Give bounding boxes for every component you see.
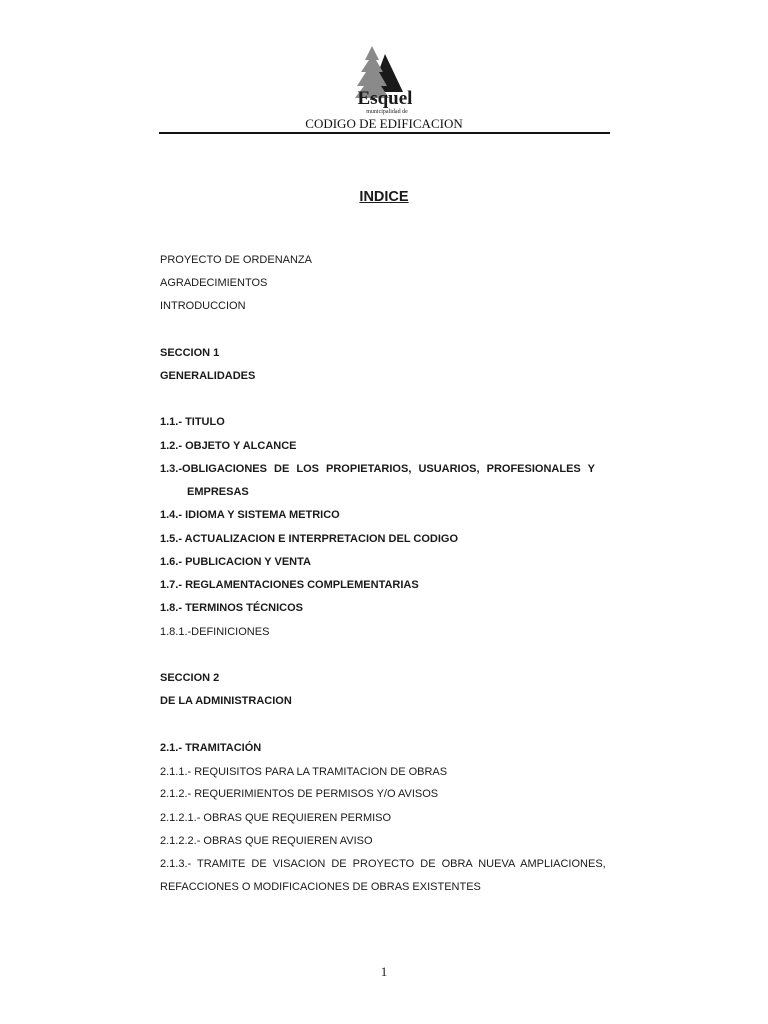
toc-entry: 1.7.- REGLAMENTACIONES COMPLEMENTARIAS xyxy=(160,579,419,591)
document-title: CODIGO DE EDIFICACION xyxy=(305,116,463,131)
page-number: 1 xyxy=(380,964,388,979)
toc-subentry: 2.1.2.2.- OBRAS QUE REQUIEREN AVISO xyxy=(160,835,373,847)
toc-subentry-continuation: REFACCIONES O MODIFICACIONES DE OBRAS EXISTENTES xyxy=(160,881,481,893)
logo-subtext: municipalidad de xyxy=(366,109,408,115)
section-name: GENERALIDADES xyxy=(160,370,256,382)
toc-entry: 1.5.- ACTUALIZACION E INTERPRETACION DEL CODIGO xyxy=(160,533,459,545)
toc-entry-continuation: EMPRESAS xyxy=(187,486,249,498)
toc-entry-part: 1.3.-OBLIGACIONES DE LOS PROPIETARIOS, USUARIOS, PROFESIONALES Y xyxy=(160,463,595,475)
section-name: DE LA ADMINISTRACION xyxy=(160,695,292,707)
section-label: SECCION 2 xyxy=(160,672,220,684)
toc-subentry: 2.1.2.1.- OBRAS QUE REQUIEREN PERMISO xyxy=(160,812,392,824)
toc-subentry: 2.1.3.- TRAMITE DE VISACION DE PROYECTO DE OBRA NUEVA AMPLIACIONES, xyxy=(160,858,606,870)
toc-subentry: 2.1.1.- REQUISITOS PARA LA TRAMITACION DE OBRAS xyxy=(160,766,448,778)
logo-wordmark: Esquel xyxy=(357,88,413,109)
toc-entry: 1.4.- IDIOMA Y SISTEMA METRICO xyxy=(160,509,340,521)
index-title: INDICE xyxy=(359,189,409,205)
toc-entry: 2.1.- TRAMITACIÓN xyxy=(160,742,262,754)
toc-entry: 1.2.- OBJETO Y ALCANCE xyxy=(160,440,297,452)
toc-entry: PROYECTO DE ORDENANZA xyxy=(160,254,312,266)
toc-subentry: 2.1.2.- REQUERIMIENTOS DE PERMISOS Y/O AVISOS xyxy=(160,788,439,800)
toc-entry: 1.8.- TERMINOS TÉCNICOS xyxy=(160,602,304,614)
toc-entry: 1.1.- TITULO xyxy=(160,416,225,428)
toc-entry: AGRADECIMIENTOS xyxy=(160,277,268,289)
section-label: SECCION 1 xyxy=(160,347,220,359)
header-divider xyxy=(159,132,610,134)
toc-entry: INTRODUCCION xyxy=(160,300,246,312)
toc-entry-justified xyxy=(160,462,608,476)
toc-subentry: 1.8.1.-DEFINICIONES xyxy=(160,626,270,638)
toc-entry: 1.6.- PUBLICACION Y VENTA xyxy=(160,556,311,568)
